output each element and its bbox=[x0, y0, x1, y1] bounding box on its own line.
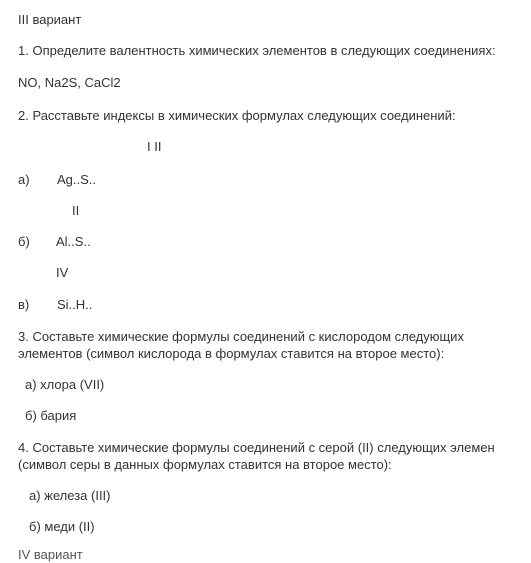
task2-valence-b: II bbox=[72, 203, 80, 218]
task3-item-b: б) бария bbox=[25, 408, 77, 423]
task1-compounds: NO, Na2S, CaCl2 bbox=[18, 75, 121, 90]
task4-item-b: б) меди (II) bbox=[29, 519, 95, 534]
task2-formula-b: Al..S.. bbox=[56, 234, 91, 249]
task3-question: 3. Составьте химические формулы соединений с кислородом следующих элементов (символ кислорода в формулах ставится на второе место): bbox=[18, 329, 464, 361]
task2-formula-c: Si..H.. bbox=[57, 297, 93, 312]
next-variant-heading: IV вариант bbox=[18, 547, 83, 562]
task4-item-a: а) железа (III) bbox=[29, 488, 111, 503]
task2-letter-c: в) bbox=[18, 297, 30, 312]
task2-valence-a: I II bbox=[147, 139, 162, 154]
task2-letter-b: б) bbox=[18, 234, 30, 249]
task2-question: 2. Расставьте индексы в химических формулах следующих соединений: bbox=[18, 108, 456, 123]
variant-title: III вариант bbox=[18, 12, 82, 27]
task4-question-line1: 4. Составьте химические формулы соединений с серой (II) следующих элемен bbox=[18, 440, 495, 455]
task2-formula-a: Ag..S.. bbox=[57, 172, 97, 187]
task1-question: 1. Определите валентность химических элементов в следующих соединениях: bbox=[18, 43, 496, 58]
task2-letter-a: а) bbox=[18, 172, 30, 187]
task4-question-line2: (символ серы в данных формулах ставится на второе место): bbox=[18, 457, 392, 472]
task2-valence-c: IV bbox=[56, 265, 69, 280]
task3-item-a: а) хлора (VII) bbox=[25, 377, 105, 392]
